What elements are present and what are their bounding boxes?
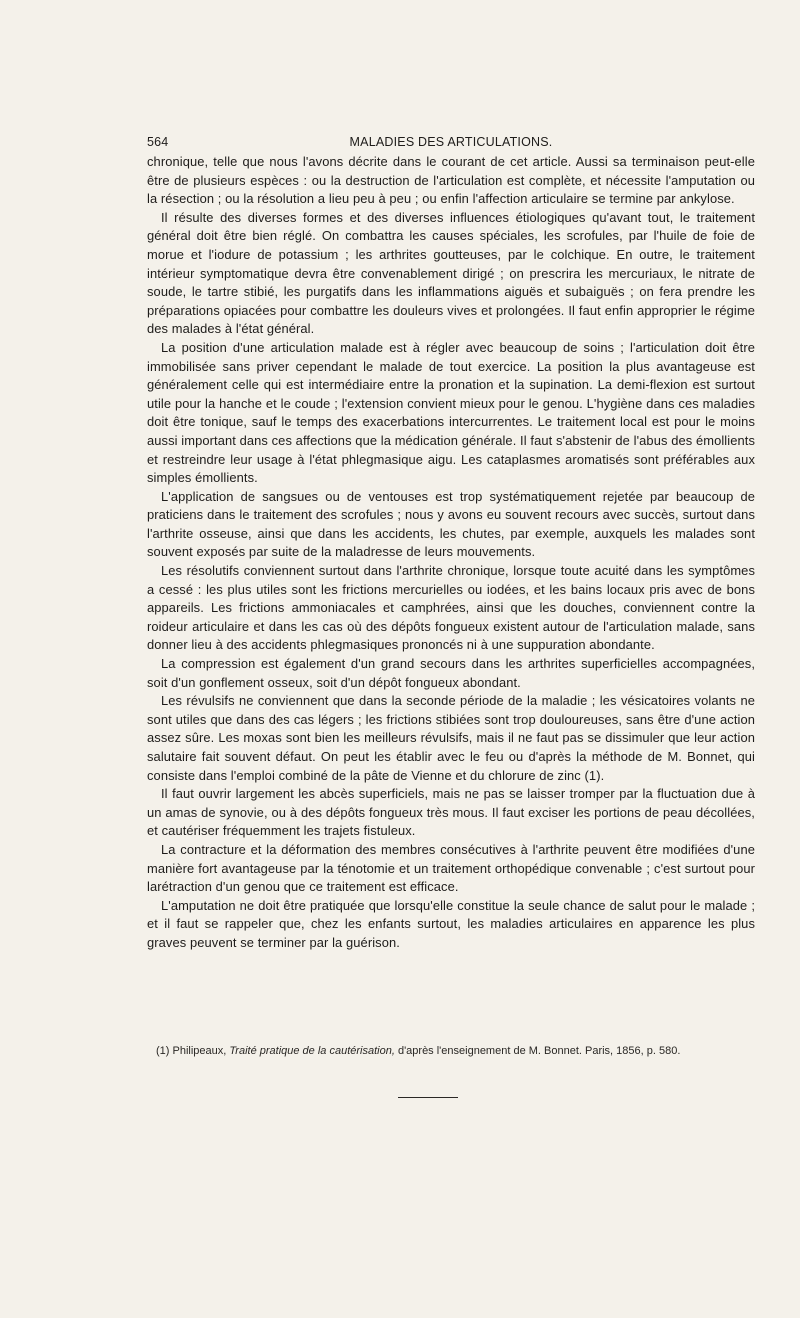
- paragraph: Les résolutifs conviennent surtout dans l'arthrite chronique, lorsque toute acuité dans les symptômes a cessé : les plus utiles sont les frictions mercurielles ou iodées, et les bains locaux pris avec de bons appareils. Les frictions ammoniacales et camphrées, ainsi que les douches, conviennent contre la roideur articulaire et dans les cas où des dépôts fongueux existent autour de l'articulation malade, sans donner lieu à des accidents phlegmasiques prononcés ni à une suppuration abondante.: [147, 563, 755, 653]
- paragraph: La position d'une articulation malade est à régler avec beaucoup de soins ; l'articulation doit être immobilisée sans priver cependant le malade de tout exercice. La position la plus avantageuse est généralement celle qui est intermédiaire entre la pronation et la supination. La demi-flexion est surtout utile pour la hanche et le coude ; l'extension convient mieux pour le genou. L'hygiène dans ces maladies doit être tonique, sauf le temps des exacerbations intercurrentes. Le traitement local est pour le moins aussi important dans ces affections que la médication générale. Il faut s'abstenir de l'abus des émollients et restreindre leur usage à l'état phlegmasique aigu. Les cataplasmes aromatisés sont préférables aux simples émollients.: [147, 339, 755, 486]
- section-end-rule: [398, 1097, 458, 1098]
- footnote-marker: (1) Philipeaux,: [156, 1045, 227, 1057]
- paragraph: L'application de sangsues ou de ventouses est trop systématiquement rejetée par beaucoup de praticiens dans le traitement des scrofules ; nous y avons eu souvent recours avec succès, surtout dans l'arthrite osseuse, ainsi que dans les accidents, les chutes, par exemple, auxquels les malades sont souvent exposés par suite de la maladresse de leurs mouvements.: [147, 488, 755, 560]
- paragraph: Il résulte des diverses formes et des diverses influences étiologiques qu'avant tout, le traitement général doit être bien réglé. On combattra les causes spéciales, les scrofules, par l'huile de foie de morue et l'iodure de potassium ; les arthrites goutteuses, par le colchique. En outre, le traitement intérieur symptomatique devra être convenablement dirigé ; on prescrira les mercuriaux, le nitrate de soude, le tartre stibié, les purgatifs dans les inflammations aiguës et subaiguës ; on fera prendre les préparations opiacées pour combattre les douleurs vives et prolongées. Il faut enfin approprier le régime des malades à l'état général.: [147, 209, 755, 337]
- footnote-title: Traité pratique de la cautérisation,: [229, 1045, 395, 1057]
- paragraph: Il faut ouvrir largement les abcès superficiels, mais ne pas se laisser tromper par la fluctuation due à un amas de synovie, ou à des dépôts fongueux très mous. Il faut exciser les portions de peau décollées, et cautériser fréquemment les trajets fistuleux.: [147, 786, 755, 839]
- paragraph: chronique, telle que nous l'avons décrite dans le courant de cet article. Aussi sa terminaison peut-elle être de plusieurs espèces : ou la destruction de l'articulation est complète, et nécessite l'amputation ou la résection ; ou la résolution a lieu peu à peu ; ou enfin l'affection articulaire se termine par ankylose.: [147, 154, 755, 207]
- footnote-citation: d'après l'enseignement de M. Bonnet. Paris, 1856, p. 580.: [397, 1045, 681, 1057]
- paragraph: La compression est également d'un grand secours dans les arthrites superficielles accompagnées, soit d'un gonflement osseux, soit d'un dépôt fongueux abondant.: [147, 656, 755, 690]
- page-number: 564: [147, 135, 169, 149]
- paragraph: La contracture et la déformation des membres consécutives à l'arthrite peuvent être modifiées d'une manière fort avantageuse par la ténotomie et un traitement orthopédique convenable ; c'est surtout pour larétraction d'un genou que ce traitement est efficace.: [147, 841, 755, 895]
- paragraph: L'amputation ne doit être pratiquée que lorsqu'elle constitue la seule chance de salut pour le malade ; et il faut se rappeler que, chez les enfants surtout, les maladies articulaires en apparence les plus graves peuvent se terminer par la guérison.: [147, 897, 755, 950]
- paragraph: Les révulsifs ne conviennent que dans la seconde période de la maladie ; les vésicatoires volants ne sont utiles que dans des cas légers ; les frictions stibiées sont trop douloureuses, sans être d'une action assez sûre. Les moxas sont bien les meilleurs révulsifs, mais il ne faut pas se dissimuler que leur action salutaire fait souvent défaut. On peut les établir avec le feu ou d'après la méthode de M. Bonnet, qui consiste dans l'emploi combiné de la pâte de Vienne et du chlorure de zinc (1).: [147, 693, 755, 783]
- body-text: [147, 153, 755, 953]
- running-title: MALADIES DES ARTICULATIONS.: [349, 135, 553, 149]
- footnote: [147, 1044, 755, 1058]
